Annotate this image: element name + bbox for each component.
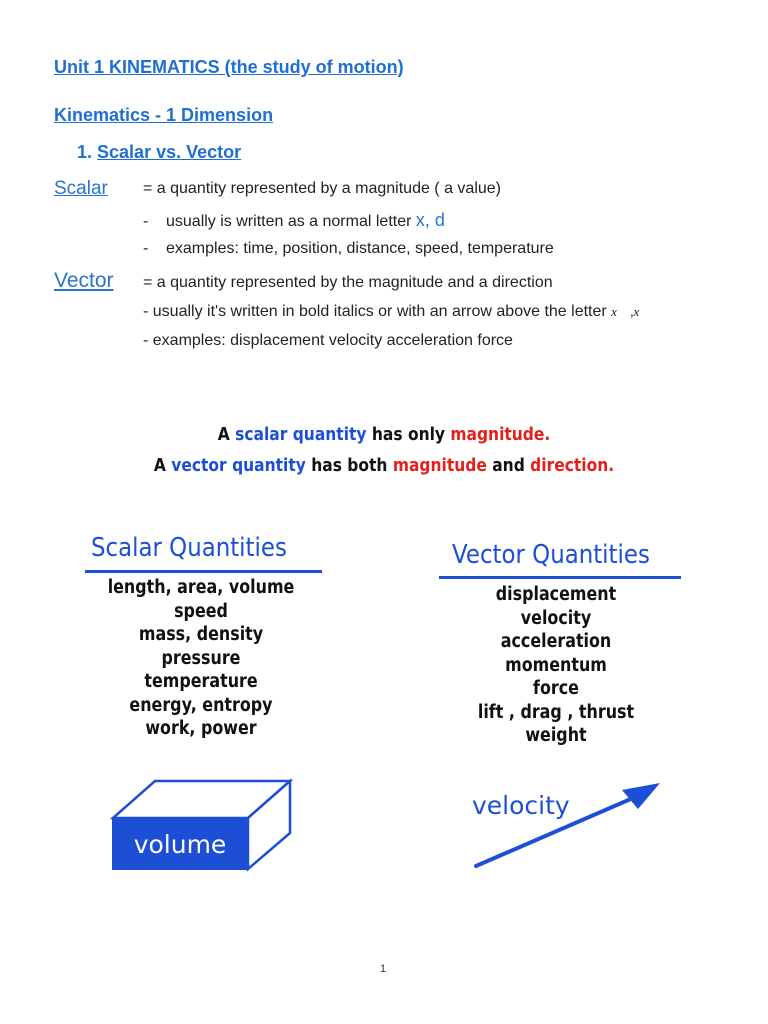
scalar-definition: = a quantity represented by a magnitude ( a value): [143, 180, 501, 197]
list-item: displacement: [495, 584, 617, 605]
vector-term[interactable]: Vector: [54, 269, 114, 292]
summary-scalar-quantity: scalar quantity: [235, 424, 367, 445]
item-title[interactable]: Scalar vs. Vector: [97, 142, 242, 162]
list-item: acceleration: [500, 631, 612, 652]
vector-notation-text: - usually it's written in bold italics or with an arrow above the letter: [143, 303, 612, 320]
page-number: 1: [380, 963, 387, 975]
summary-vector-quantity: vector quantity: [171, 455, 306, 476]
list-item: temperature: [144, 671, 258, 692]
list-item: energy, entropy: [129, 694, 273, 716]
list-item: length, area, volume: [107, 577, 295, 598]
summary-text: and: [486, 455, 531, 476]
list-item: work, power: [145, 718, 257, 739]
scalar-examples-text: examples: time, position, distance, speed, temperature: [166, 240, 554, 257]
summary-text: has both: [305, 455, 393, 476]
volume-label: volume: [133, 830, 227, 859]
unit-heading[interactable]: Unit 1 KINEMATICS (the study of motion): [54, 57, 404, 77]
scalar-quantities-title: Scalar Quantities: [91, 533, 287, 563]
item-number: 1.: [77, 142, 93, 162]
velocity-label: velocity: [472, 791, 570, 820]
summary-text: A: [217, 424, 236, 445]
vector-notation-symbol: x⃗ ,x: [611, 304, 640, 319]
list-item: momentum: [505, 654, 607, 676]
bullet-marker: -: [143, 213, 149, 230]
list-item: force: [533, 678, 579, 699]
vector-quantities-title: Vector Quantities: [452, 540, 650, 570]
vector-definition: = a quantity represented by the magnitude and a direction: [143, 274, 553, 291]
list-item: weight: [525, 725, 587, 746]
volume-box-illustration: [113, 781, 290, 869]
summary-magnitude: magnitude: [392, 455, 487, 476]
section-heading[interactable]: Kinematics - 1 Dimension: [54, 105, 274, 125]
list-item: speed: [174, 600, 228, 622]
list-item: pressure: [161, 647, 241, 669]
vector-examples-line: - examples: displacement velocity acceleration force: [143, 332, 513, 349]
list-item: mass, density: [138, 624, 264, 645]
velocity-arrow-illustration: [472, 783, 660, 866]
scalar-notation-text: usually is written as a normal letter: [166, 213, 416, 230]
summary-direction: direction.: [530, 455, 615, 476]
list-item: lift , drag , thrust: [477, 701, 635, 723]
summary-text: has only: [366, 424, 451, 445]
scalar-notation-example: x, d: [415, 210, 445, 230]
summary-magnitude: magnitude.: [450, 424, 551, 445]
scalar-term[interactable]: Scalar: [54, 178, 108, 199]
list-item: velocity: [520, 607, 592, 629]
bullet-marker: -: [143, 240, 149, 257]
summary-text: A: [153, 455, 172, 476]
